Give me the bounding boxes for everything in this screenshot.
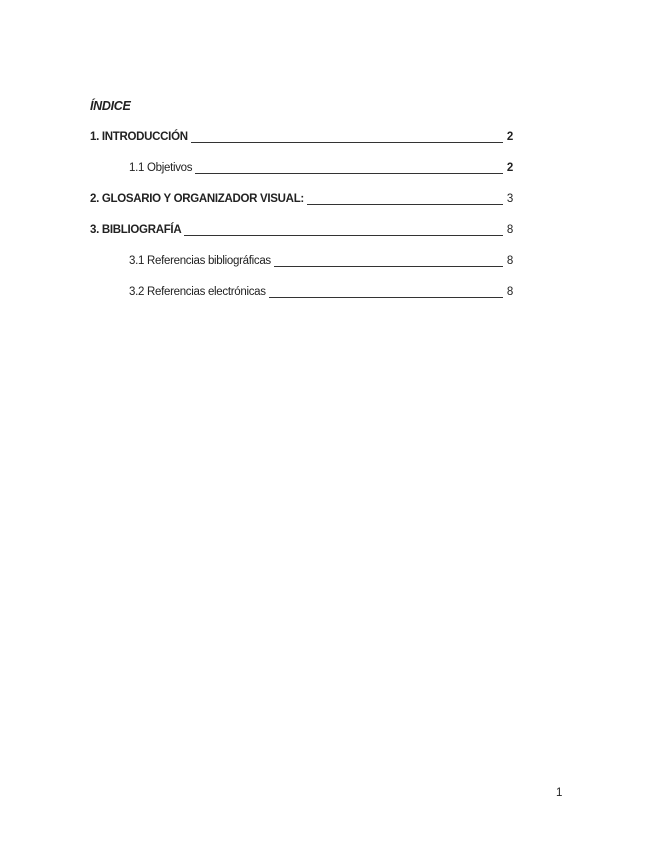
toc-entry-referencias-electronicas[interactable] bbox=[129, 286, 513, 302]
toc-entry-label: 3. BIBLIOGRAFÍA bbox=[90, 224, 182, 236]
toc-entry-referencias-bibliograficas[interactable] bbox=[129, 255, 513, 271]
toc-entry-page: 2 bbox=[506, 162, 513, 174]
toc-entry-objetivos[interactable] bbox=[129, 162, 513, 178]
index-title: ÍNDICE bbox=[90, 99, 131, 113]
page-number: 1 bbox=[556, 787, 563, 799]
toc-leader-line bbox=[269, 297, 503, 298]
toc-entry-label: 3.1 Referencias bibliográficas bbox=[129, 255, 271, 267]
toc-leader-line bbox=[195, 173, 503, 174]
toc-entry-page: 3 bbox=[506, 193, 513, 205]
toc-entry-label: 3.2 Referencias electrónicas bbox=[129, 286, 266, 298]
toc-leader-line bbox=[191, 142, 503, 143]
toc-entry-bibliografia[interactable] bbox=[90, 224, 513, 240]
toc-entry-label: 1. INTRODUCCIÓN bbox=[90, 131, 188, 143]
toc-entry-page: 8 bbox=[506, 255, 513, 267]
toc-leader-line bbox=[307, 204, 503, 205]
toc-leader-line bbox=[184, 235, 503, 236]
toc-leader-line bbox=[274, 266, 503, 267]
toc-entry-page: 2 bbox=[506, 131, 513, 143]
toc-entry-page: 8 bbox=[506, 286, 513, 298]
toc-entry-introduccion[interactable] bbox=[90, 131, 513, 147]
toc-entry-glosario[interactable] bbox=[90, 193, 513, 209]
toc-entry-page: 8 bbox=[506, 224, 513, 236]
toc-entry-label: 1.1 Objetivos bbox=[129, 162, 193, 174]
toc-entry-label: 2. GLOSARIO Y ORGANIZADOR VISUAL: bbox=[90, 193, 304, 205]
